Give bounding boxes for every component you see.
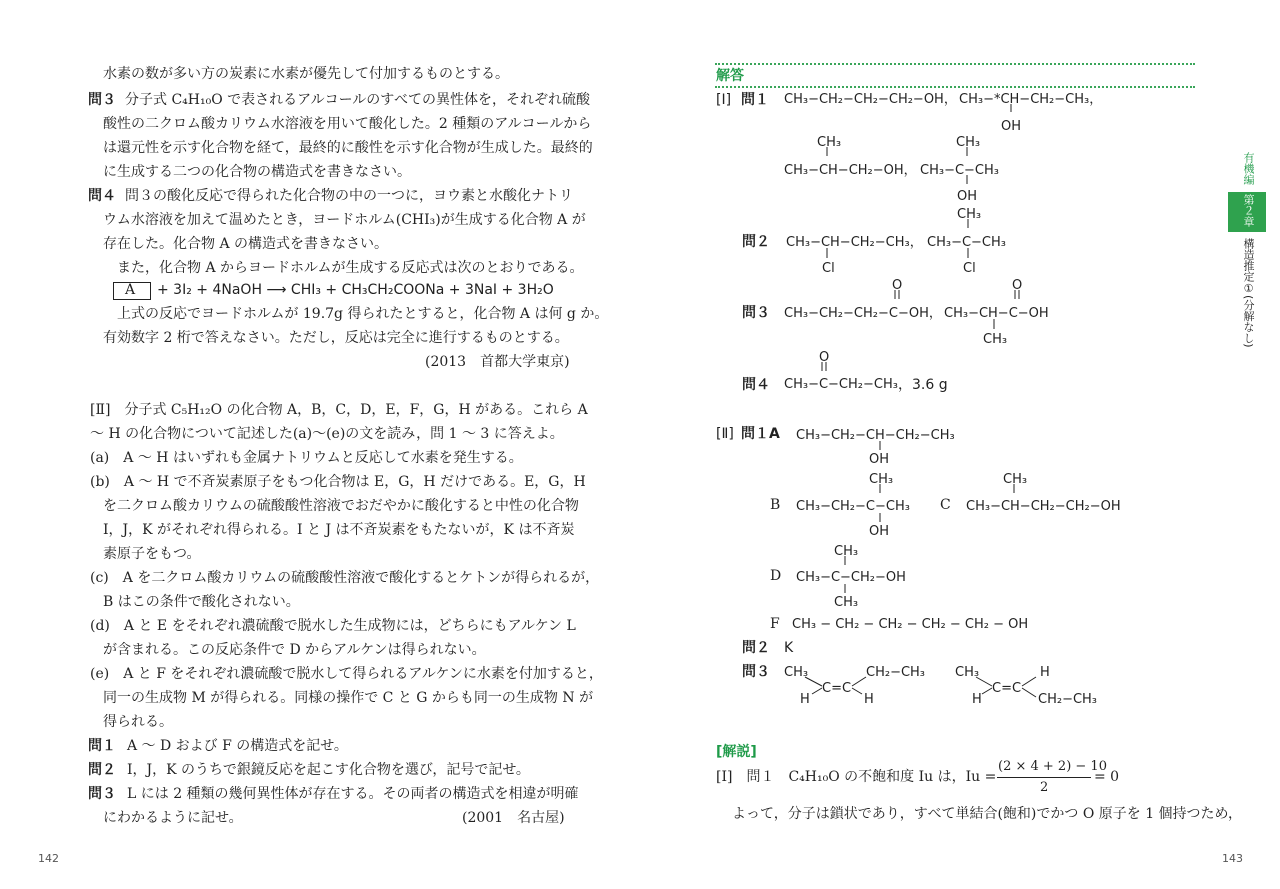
question-label: 問３ — [742, 305, 770, 321]
compound-label: F — [770, 616, 780, 632]
text-line: (d) A と E をそれぞれ濃硫酸で脱水した生成物には，どちらにもアルケン L — [90, 618, 576, 634]
formula-text: CH₃ — [955, 665, 980, 680]
text-line: 同一の生成物 M が得られる。同様の操作で C と G からも同一の生成物 N が — [103, 690, 594, 706]
text-line: ～ H の化合物について記述した(a)～(e)の文を読み，問 1 ～ 3 に答えよ。 — [90, 426, 564, 442]
chapter-tab-label: 第２章 — [1242, 194, 1255, 227]
compound-label: D — [770, 568, 782, 584]
question-label: 問１ — [88, 738, 116, 754]
question-label: 問４ — [742, 377, 770, 393]
answer-k: K — [784, 640, 794, 656]
source-citation: (2013 首都大学東京) — [425, 354, 570, 370]
reaction-equation: + 3I₂ + 4NaOH ⟶ CHI₃ + CH₃CH₂COONa + 3NaI + 3H₂O — [157, 282, 554, 298]
formula-text: H — [1040, 665, 1050, 680]
formula-text: CH₂−CH₃ — [866, 665, 926, 680]
formula-text: CH₃−CH−CH₂−CH₂−OH — [966, 499, 1121, 514]
question-label: 問２ — [88, 762, 116, 778]
question-label: 問３ — [742, 664, 770, 680]
formula-text: CH₃−CH₂−C−CH₃ — [796, 499, 910, 514]
question-label: 問１A — [741, 426, 780, 442]
question-label: 問３ — [88, 92, 116, 108]
text-line: [Ⅱ] 分子式 C₅H₁₂O の化合物 A，B，C，D，E，F，G，H がある。これら A — [90, 402, 588, 418]
question-label: 問４ — [88, 188, 116, 204]
formula-text: CH₃−C−CH₂−CH₃ — [784, 377, 898, 392]
formula-text: H — [800, 692, 810, 707]
formula-text: CH₂−CH₃ — [1038, 692, 1098, 707]
text-line: I，J，K がそれぞれ得られる。I と J は不斉炭素をもたないが，K は不斉炭 — [103, 522, 575, 538]
text-line: が含まれる。この反応条件で D からアルケンは得られない。 — [103, 642, 486, 658]
text-line: を二クロム酸カリウムの硫酸酸性溶液でおだやかに酸化すると中性の化合物 — [103, 498, 579, 514]
question-label: 問１ — [741, 92, 769, 108]
formula-text: CH₃−C−CH₃ — [927, 235, 1006, 250]
text-line: 分子式 C₄H₁₀O で表されるアルコールのすべての異性体を，それぞれ硫酸 — [125, 92, 591, 108]
explanation-text: = 0 — [1094, 769, 1120, 785]
text-line: 酸性の二クロム酸カリウム水溶液を用いて酸化した。2 種類のアルコールから — [103, 116, 592, 132]
text-line: 素原子をもつ。 — [103, 546, 201, 562]
formula-text: C=C — [992, 681, 1022, 696]
explanation-text: [Ⅰ] 問１ C₄H₁₀O の不飽和度 Iu は，Iu = — [716, 769, 997, 785]
compound-label: B — [770, 497, 781, 513]
formula-text: OH — [869, 452, 890, 467]
formula-text: CH₃−CH−CH₂−CH₃， — [786, 235, 923, 250]
explanation-text: よって，分子は鎖状であり，すべて単結合(飽和)でかつ O 原子を 1 個持つため， — [732, 806, 1242, 822]
text-line: I，J，K のうちで銀鏡反応を起こす化合物を選び，記号で記せ。 — [127, 762, 530, 778]
formula-text: CH₃−CH₂−CH−CH₂−CH₃ — [796, 428, 955, 443]
formula-text: CH₃ — [817, 135, 842, 150]
text-line: 問３の酸化反応で得られた化合物の中の一つに，ヨウ素と水酸化ナトリ — [125, 188, 573, 204]
formula-text: CH₃−CH₂−CH₂−CH₂−OH， — [784, 92, 957, 107]
side-label-bottom: 構造推定①(分解なし) — [1242, 238, 1255, 348]
formula-text: CH₃−CH₂−CH₂−C−OH， — [784, 306, 942, 321]
formula-text: C=C — [822, 681, 852, 696]
text-line: は還元性を示す化合物を経て，最終的に酸性を示す化合物が生成した。最終的 — [103, 140, 593, 156]
text-line: 得られる。 — [103, 714, 173, 730]
formula-text: CH₃ — [957, 207, 982, 222]
formula-text: CH₃ — [956, 135, 981, 150]
text-line: (c) A を二クロム酸カリウムの硫酸酸性溶液で酸化するとケトンが得られるが， — [90, 570, 600, 586]
formula-text: CH₃ — [834, 595, 859, 610]
formula-text: CH₃ — [784, 665, 809, 680]
side-label-top: 有機編 — [1242, 152, 1255, 185]
answer-heading: 解答 — [716, 68, 744, 84]
formula-text: H — [864, 692, 874, 707]
text-line: (b) A ～ H で不斉炭素原子をもつ化合物は E，G，H だけである。E，G，H — [90, 474, 586, 490]
formula-text: O — [1012, 278, 1023, 293]
text-line: にわかるように記せ。 — [103, 810, 243, 826]
explanation-heading: [解説] — [716, 744, 757, 760]
compound-label: C — [940, 497, 951, 513]
mass-answer: ，3.6 g — [898, 377, 948, 393]
text-line: 有効数字 2 桁で答えなさい。ただし，反応は完全に進行するものとする。 — [103, 330, 569, 346]
text-line: 存在した。化合物 A の構造式を書きなさい。 — [103, 236, 389, 252]
formula-text: CH₃−CH−CH₂−OH， — [784, 163, 917, 178]
formula-text: CH₃ — [869, 472, 894, 487]
page-number: 142 — [38, 852, 59, 865]
text-line: B はこの条件で酸化されない。 — [103, 594, 300, 610]
formula-text: CH₃ − CH₂ − CH₂ − CH₂ − CH₂ − OH — [792, 617, 1029, 632]
compound-a-label: A — [125, 282, 136, 298]
source-citation: (2001 名古屋) — [462, 810, 565, 826]
question-label: 問２ — [742, 640, 770, 656]
formula-text: H — [972, 692, 982, 707]
formula-text: OH — [1001, 119, 1022, 134]
formula-text: O — [819, 350, 830, 365]
text-line: A ～ D および F の構造式を記せ。 — [127, 738, 348, 754]
text-line: 水素の数が多い方の炭素に水素が優先して付加するものとする。 — [103, 66, 509, 82]
formula-text: CH₃ — [983, 332, 1008, 347]
formula-text: CH₃−*CH−CH₂−CH₃， — [959, 92, 1103, 107]
section-label: [Ⅱ] — [716, 426, 734, 442]
formula-text: OH — [957, 189, 978, 204]
formula-text: Cl — [822, 261, 835, 276]
text-line: に生成する二つの化合物の構造式を書きなさい。 — [103, 164, 411, 180]
section-label: [Ⅰ] — [716, 92, 732, 108]
text-line: ウム水溶液を加えて温めたとき，ヨードホルム(CHI₃)が生成する化合物 A が — [103, 212, 586, 228]
question-label: 問２ — [742, 234, 770, 250]
formula-text: CH₃ — [1003, 472, 1028, 487]
text-line: (e) A と F をそれぞれ濃硫酸で脱水して得られるアルケンに水素を付加すると， — [90, 666, 603, 682]
text-line: L には 2 種類の幾何異性体が存在する。その両者の構造式を相違が明確 — [127, 786, 579, 802]
formula-text: CH₃−CH−C−OH — [944, 306, 1049, 321]
text-line: また，化合物 A からヨードホルムが生成する反応式は次のとおりである。 — [117, 260, 584, 276]
text-line: 上式の反応でヨードホルムが 19.7g 得られたとすると，化合物 A は何 g か。 — [117, 306, 609, 322]
formula-text: CH₃−C−CH₃ — [920, 163, 999, 178]
text-line: (a) A ～ H はいずれも金属ナトリウムと反応して水素を発生する。 — [90, 450, 523, 466]
page-number: 143 — [1222, 852, 1243, 865]
formula-text: OH — [869, 524, 890, 539]
formula-text: Cl — [963, 261, 976, 276]
formula-text: CH₃ — [834, 544, 859, 559]
question-label: 問３ — [88, 786, 116, 802]
formula-text: CH₃−C−CH₂−OH — [796, 570, 906, 585]
fraction-denominator: 2 — [1040, 780, 1049, 795]
fraction-numerator: (2 × 4 + 2) − 10 — [998, 759, 1107, 774]
formula-text: O — [892, 278, 903, 293]
